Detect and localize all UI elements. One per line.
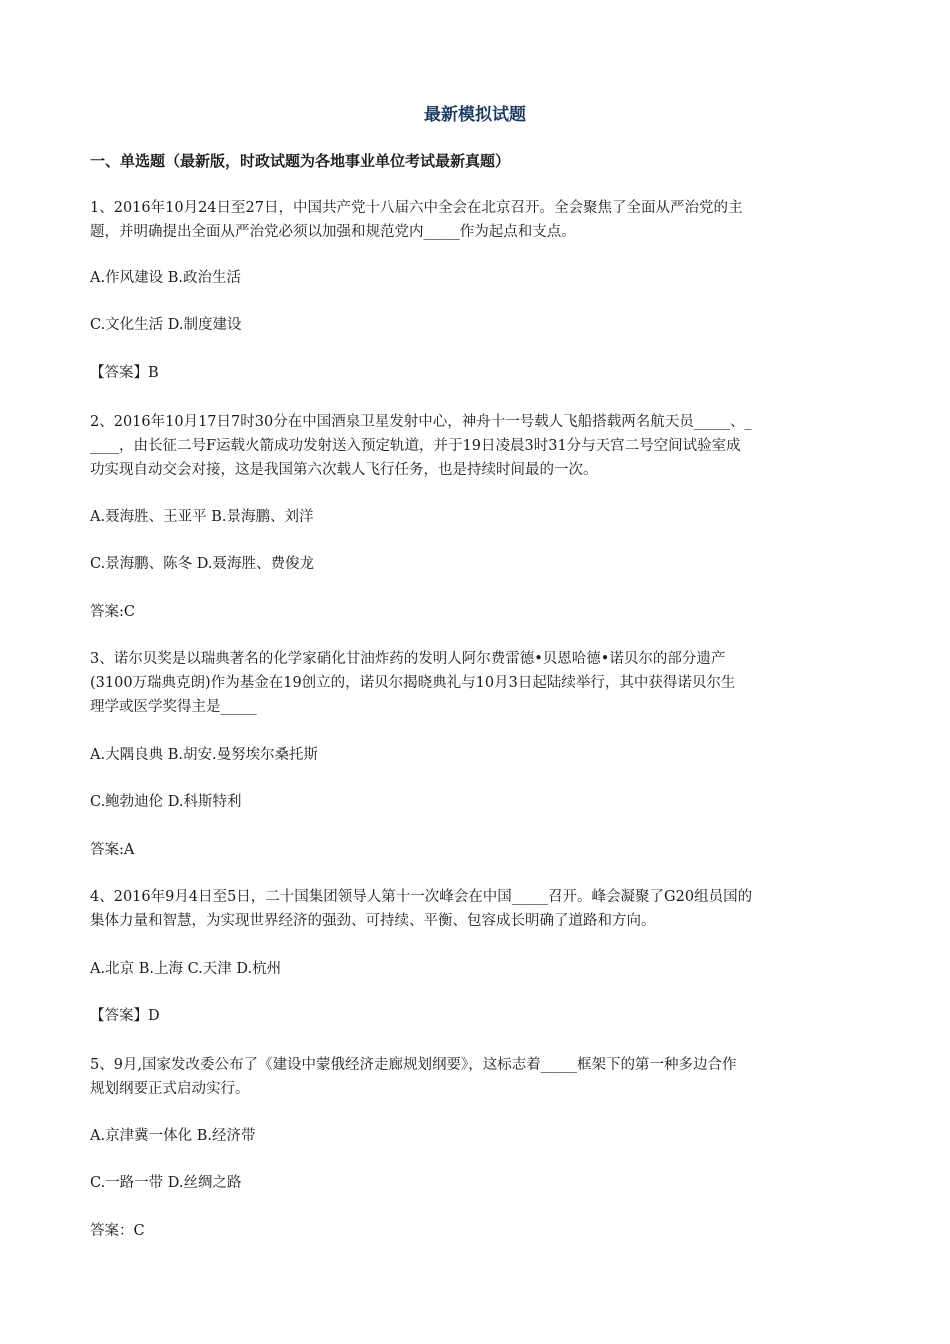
stem-line: 功实现自动交会对接，这是我国第六次载人飞行任务，也是持续时间最的一次。	[90, 462, 598, 478]
stem-line: 1、2016年10月24日至27日，中国共产党十八届六中全会在北京召开。全会聚焦了全面从严治党的主	[90, 200, 743, 216]
answer-text: 答案:A	[90, 842, 135, 858]
question-3-answer	[90, 838, 860, 862]
section-heading: 一、单选题（最新版，时政试题为各地事业单位考试最新真题）	[90, 152, 511, 170]
question-4-stem	[90, 885, 860, 933]
stem-line: 4、2016年9月4日至5日，二十国集团领导人第十一次峰会在中国_____召开。峰会凝聚了G20组员国的	[90, 889, 753, 905]
stem-line: 集体力量和智慧，为实现世界经济的强劲、可持续、平衡、包容成长明确了道路和方向。	[90, 913, 656, 929]
option-text: C.景海鹏、陈冬 D.聂海胜、费俊龙	[90, 556, 315, 572]
answer-text: 【答案】B	[90, 365, 159, 381]
question-2-option-line	[90, 552, 860, 576]
question-4-option-line	[90, 957, 860, 981]
question-3-stem	[90, 647, 860, 719]
question-3-option-line	[90, 743, 860, 767]
question-2-option-line	[90, 505, 860, 529]
option-text: C.鲍勃迪伦 D.科斯特利	[90, 794, 242, 810]
question-3-option-line	[90, 790, 860, 814]
answer-text: 答案:C	[90, 604, 135, 620]
stem-line: (3100万瑞典克朗)作为基金在19创立的，诺贝尔揭晓典礼与10月3日起陆续举行，其中获得诺贝尔生	[90, 675, 736, 691]
option-text: A.北京 B.上海 C.天津 D.杭州	[90, 961, 282, 977]
question-5-option-line	[90, 1124, 860, 1148]
page-title: 最新模拟试题	[424, 105, 526, 125]
question-5-option-line	[90, 1171, 860, 1195]
option-text: A.京津冀一体化 B.经济带	[90, 1128, 256, 1144]
question-2-answer	[90, 600, 860, 624]
stem-line: 规划纲要正式启动实行。	[90, 1081, 250, 1097]
answer-text: 【答案】D	[90, 1008, 160, 1024]
option-text: A.大隅良典 B.胡安.曼努埃尔桑托斯	[90, 747, 319, 763]
option-text: C.文化生活 D.制度建设	[90, 317, 242, 333]
option-text: A.作风建设 B.政治生活	[90, 270, 241, 286]
stem-line: 理学或医学奖得主是_____	[90, 699, 257, 715]
stem-line: 3、诺尔贝奖是以瑞典著名的化学家硝化甘油炸药的发明人阿尔费雷德•贝恩哈德•诺贝尔的部分遗产	[90, 651, 726, 667]
question-1-option-line	[90, 313, 860, 337]
question-1-option-line	[90, 266, 860, 290]
stem-line: ____，由长征二号F运载火箭成功发射送入预定轨道，并于19日凌晨3时31分与天宫二号空间试验室成	[90, 438, 741, 454]
option-text: C.一路一带 D.丝绸之路	[90, 1175, 242, 1191]
stem-line: 题，并明确提出全面从严治党必须以加强和规范党内_____作为起点和支点。	[90, 224, 576, 240]
question-1-answer	[90, 361, 860, 385]
question-4-answer	[90, 1004, 860, 1028]
question-1-stem	[90, 196, 860, 244]
question-5-stem	[90, 1053, 860, 1101]
answer-text: 答案：C	[90, 1223, 145, 1239]
question-5-answer	[90, 1219, 860, 1243]
option-text: A.聂海胜、王亚平 B.景海鹏、刘洋	[90, 509, 314, 525]
stem-line: 2、2016年10月17日7时30分在中国酒泉卫星发射中心，神舟十一号载人飞船搭载两名航天员_____、_	[90, 414, 752, 430]
question-2-stem	[90, 410, 860, 482]
stem-line: 5、9月,国家发改委公布了《建设中蒙俄经济走廊规划纲要》，这标志着_____框架下的第一种多边合作	[90, 1057, 737, 1073]
